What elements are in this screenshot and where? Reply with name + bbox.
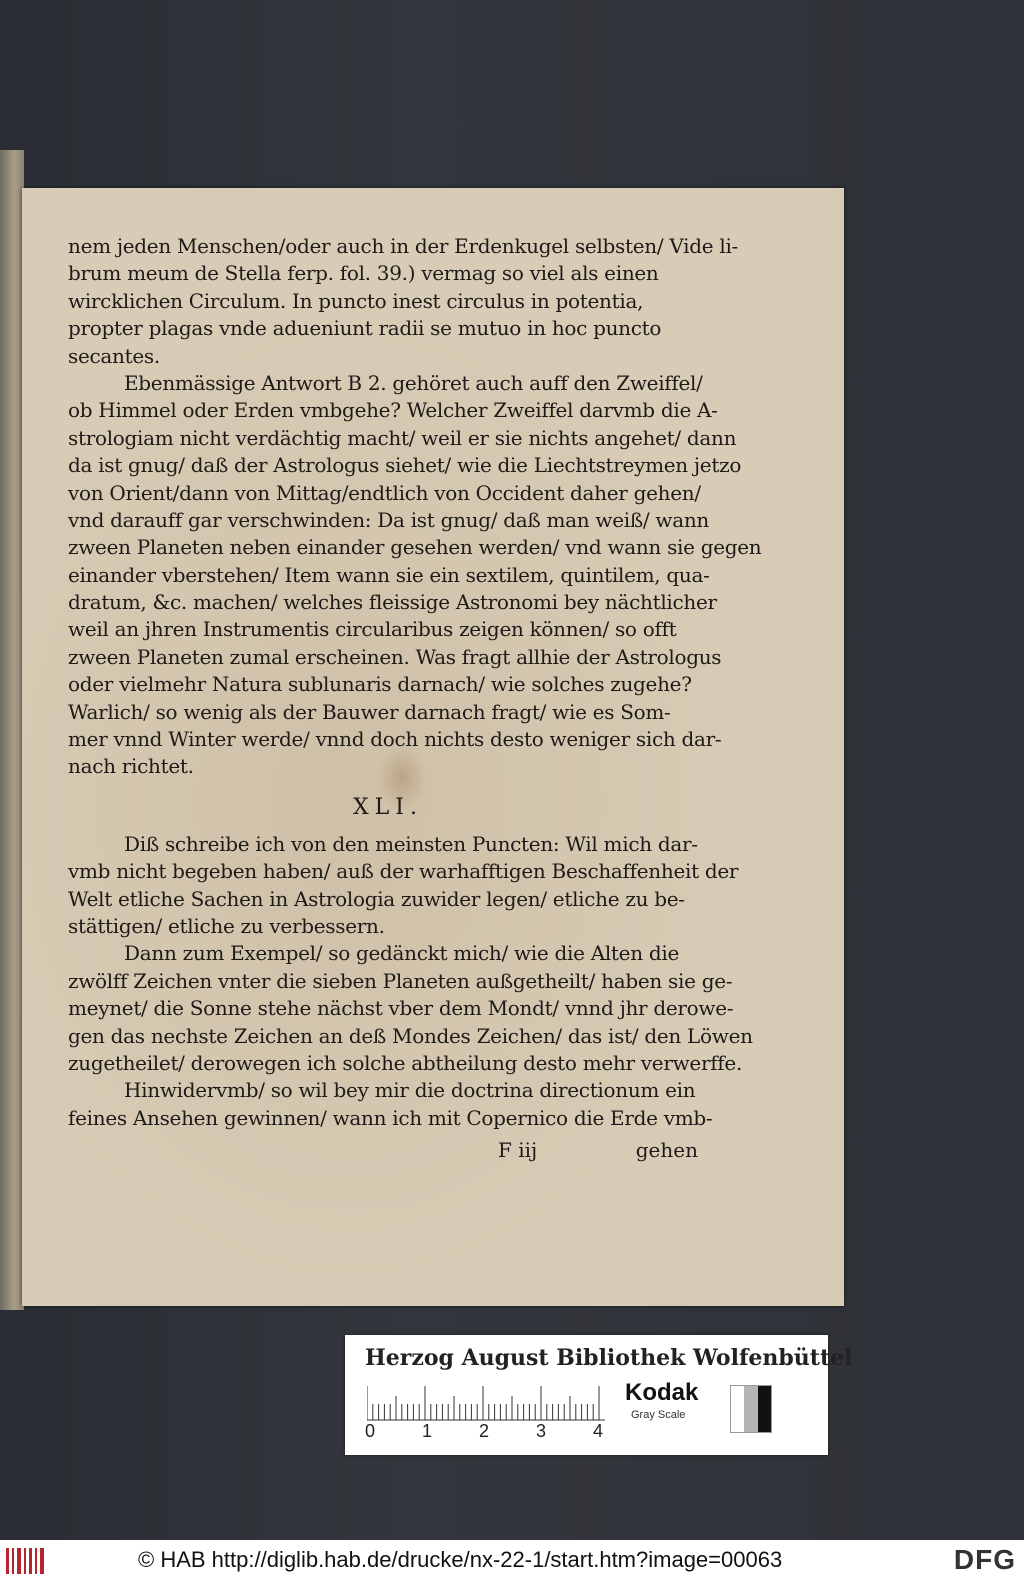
text-line: brum meum de Stella ferp. fol. 39.) vermag so viel als einen (68, 261, 659, 286)
catchword: gehen (635, 1138, 698, 1162)
text-line: zween Planeten neben einander gesehen werden/ vnd wann sie gegen (68, 535, 762, 560)
text-line: ob Himmel oder Erden vmbgehe? Welcher Zweiffel darvmb die A- (68, 398, 718, 423)
text-line: von Orient/dann von Mittag/endtlich von Occident daher gehen/ (68, 480, 701, 505)
text-line: vmb nicht begeben haben/ auß der warhafftigen Beschaffenheit der (68, 859, 739, 884)
signature-mark: F iij (498, 1138, 538, 1162)
text-line: nach richtet. (68, 754, 194, 779)
copyright-link[interactable]: © HAB http://diglib.hab.de/drucke/nx-22-1/start.htm?image=00063 (138, 1547, 783, 1572)
text-line: gen das nechste Zeichen an deß Mondes Zeichen/ das ist/ den Löwen (68, 1023, 753, 1048)
text-line: meynet/ die Sonne stehe nächst vber dem Mondt/ vnnd jhr derowe- (68, 996, 734, 1021)
text-line: nem jeden Menschen/oder auch in der Erdenkugel selbsten/ Vide li- (68, 234, 739, 258)
text-line: propter plagas vnde adueniunt radii se mutuo in hoc puncto (68, 316, 662, 341)
barcode-icon (6, 1546, 48, 1576)
page-text (68, 233, 762, 1132)
text-line: oder vielmehr Natura sublunaris darnach/ wie solches zugehe? (68, 672, 692, 697)
text-line: Welt etliche Sachen in Astrologia zuwider legen/ etliche zu be- (68, 886, 685, 911)
dfg-logo: DFG (953, 1544, 1016, 1575)
text-line: Ebenmässige Antwort B 2. gehöret auch auff den Zweiffel/ (124, 370, 703, 395)
section-heading: XLI. (353, 794, 423, 820)
text-line: Hinwidervmb/ so wil bey mir die doctrina directionum ein (124, 1078, 696, 1103)
footer-bar (0, 1540, 1024, 1582)
text-line: mer vnnd Winter werde/ vnnd doch nichts desto weniger sich dar- (68, 727, 722, 752)
page-footer-line (498, 1138, 698, 1166)
library-color-card (345, 1335, 853, 1455)
text-line: secantes. (68, 343, 160, 368)
text-line: zugetheilet/ derowegen ich solche abtheilung desto mehr verwerffe. (68, 1050, 742, 1075)
text-line: zween Planeten zumal erscheinen. Was fragt allhie der Astrologus (68, 644, 722, 669)
text-line: wircklichen Circulum. In puncto inest circulus in potentia, (68, 288, 644, 313)
text-line: Warlich/ so wenig als der Bauwer darnach fragt/ wie es Som- (68, 699, 671, 724)
gray-scale-label: Gray Scale (631, 1409, 686, 1421)
kodak-logo: Kodak (625, 1379, 699, 1406)
text-line: Diß schreibe ich von den meinsten Puncten: Wil mich dar- (124, 831, 698, 856)
ruler-number: 0 (365, 1421, 376, 1441)
ruler-number: 3 (536, 1421, 547, 1441)
ruler-scale-icon (367, 1385, 605, 1421)
ruler-number: 4 (593, 1421, 604, 1441)
text-line: dratum, &c. machen/ welches fleissige Astronomi bey nächtlicher (68, 590, 717, 615)
adjacent-page-edge (0, 150, 24, 1310)
text-line: weil an jhren Instrumentis circularibus zeigen können/ so offt (68, 617, 677, 642)
text-line: stättigen/ etliche zu verbessern. (68, 913, 385, 938)
text-line: strologiam nicht verdächtig macht/ weil er sie nichts angehet/ dann (68, 425, 737, 450)
text-line: Dann zum Exempel/ so gedänckt mich/ wie die Alten die (124, 941, 679, 966)
library-name: Herzog August Bibliothek Wolfenbüttel (365, 1345, 853, 1371)
text-line: zwölff Zeichen vnter die sieben Planeten außgetheilt/ haben sie ge- (68, 968, 733, 993)
text-line: einander vberstehen/ Item wann sie ein sextilem, quintilem, qua- (68, 562, 710, 587)
text-line: vnd darauff gar verschwinden: Da ist gnug/ daß man weiß/ wann (68, 507, 710, 532)
text-line: feines Ansehen gewinnen/ wann ich mit Copernico die Erde vmb- (68, 1105, 713, 1130)
ruler-number: 1 (422, 1421, 433, 1441)
text-line: da ist gnug/ daß der Astrologus siehet/ wie die Liechtstreymen jetzo (68, 453, 742, 478)
ruler-number: 2 (479, 1421, 490, 1441)
gray-scale-chip (730, 1385, 772, 1433)
ruler-numbers (365, 1421, 625, 1445)
